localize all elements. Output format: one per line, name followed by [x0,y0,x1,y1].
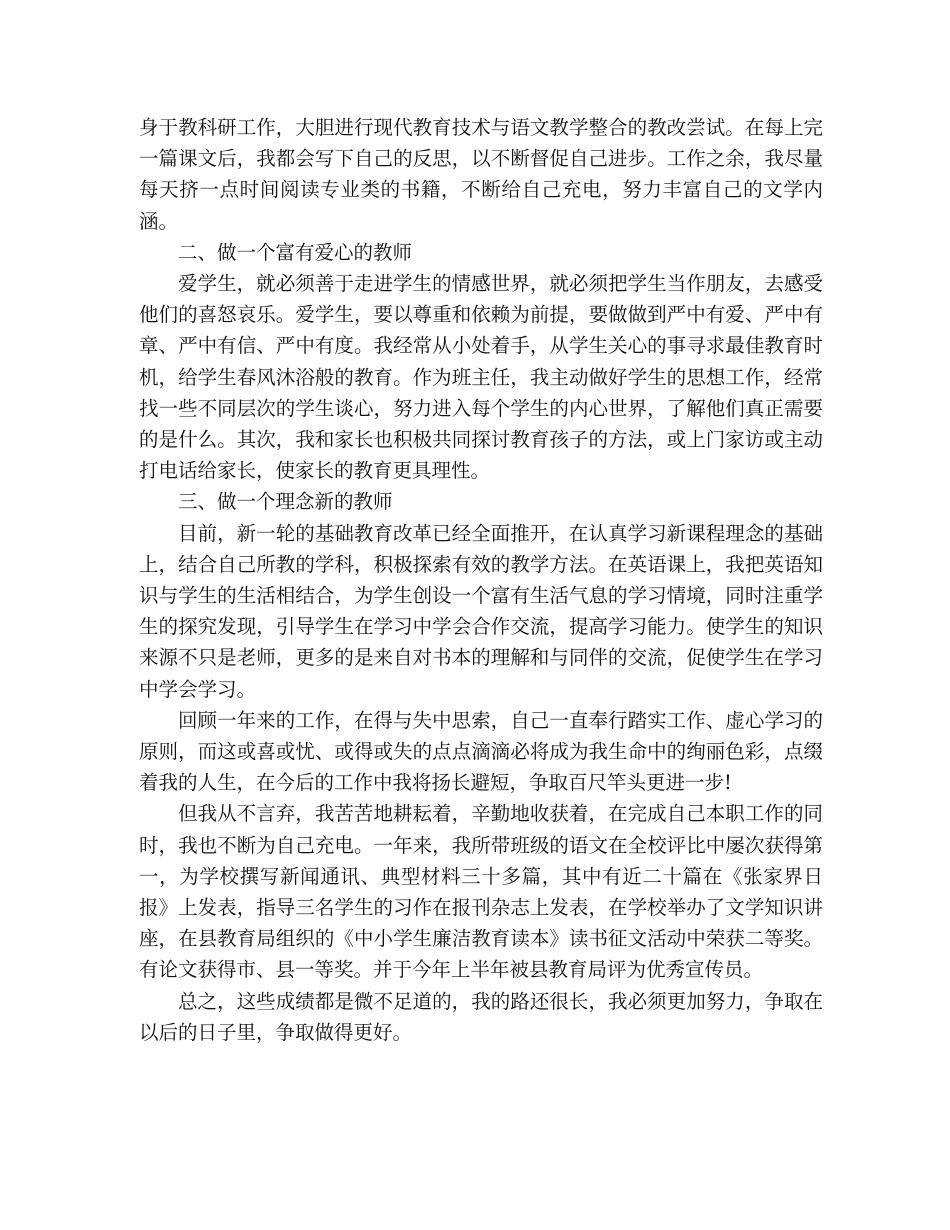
section-heading-caring-teacher: 二、做一个富有爱心的教师 [178,240,413,264]
paragraph-conclusion: 总之，这些成绩都是微不足道的，我的路还很长，我必须更加努力，争取在以后的日子里，争取做得更好。 [139,989,823,1044]
paragraph-love-students: 爱学生，就必须善于走进学生的情感世界，就必须把学生当作朋友，去感受他们的喜怒哀乐。爱学生，要以尊重和依赖为前提，要做做到严中有爱、严中有章、严中有信、严中有度。我经常从小处着手，从学生关心的事寻求最佳教育时机，给学生春风沐浴般的教育。作为班主任，我主动做好学生的思想工作，经常找一些不同层次的学生谈心，努力进入每个学生的内心世界，了解他们真正需要的是什么。其次，我和家长也积极共同探讨教育孩子的方法，或上门家访或主动打电话给家长，使家长的教育更具理性。 [139,272,823,483]
section-heading-new-ideas-teacher: 三、做一个理念新的教师 [178,490,393,514]
paragraph-education-reform: 目前，新一轮的基础教育改革已经全面推开，在认真学习新课程理念的基础上，结合自己所教的学科，积极探索有效的教学方法。在英语课上，我把英语知识与学生的生活相结合，为学生创设一个富有生活气息的学习情境，同时注重学生的探究发现，引导学生在学习中学会合作交流，提高学习能力。使学生的知识来源不只是老师，更多的是来自对书本的理解和与同伴的交流，促使学生在学习中学会学习。 [139,521,823,701]
paragraph-research-work: 身于教科研工作，大胆进行现代教育技术与语文教学整合的教改尝试。在每上完一篇课文后，我都会写下自己的反思，以不断督促自己进步。工作之余，我尽量每天挤一点时间阅读专业类的书籍，不断给自己充电，努力丰富自己的文学内涵。 [139,116,823,233]
paragraph-achievements: 但我从不言弃，我苦苦地耕耘着，辛勤地收获着，在完成自己本职工作的同时，我也不断为自己充电。一年来，我所带班级的语文在全校评比中屡次获得第一，为学校撰写新闻通讯、典型材料三十多篇，其中有近二十篇在《张家界日报》上发表，指导三名学生的习作在报刊杂志上发表，在学校举办了文学知识讲座，在县教育局组织的《中小学生廉洁教育读本》读书征文活动中荣获二等奖。有论文获得市、县一等奖。并于今年上半年被县教育局评为优秀宣传员。 [139,802,823,982]
document-body [139,112,823,1048]
paragraph-year-review: 回顾一年来的工作，在得与失中思索，自己一直奉行踏实工作、虚心学习的原则，而这或喜或忧、或得或失的点点滴滴必将成为我生命中的绚丽色彩，点缀着我的人生，在今后的工作中我将扬长避短，争取百尺竿头更进一步! [139,708,823,795]
